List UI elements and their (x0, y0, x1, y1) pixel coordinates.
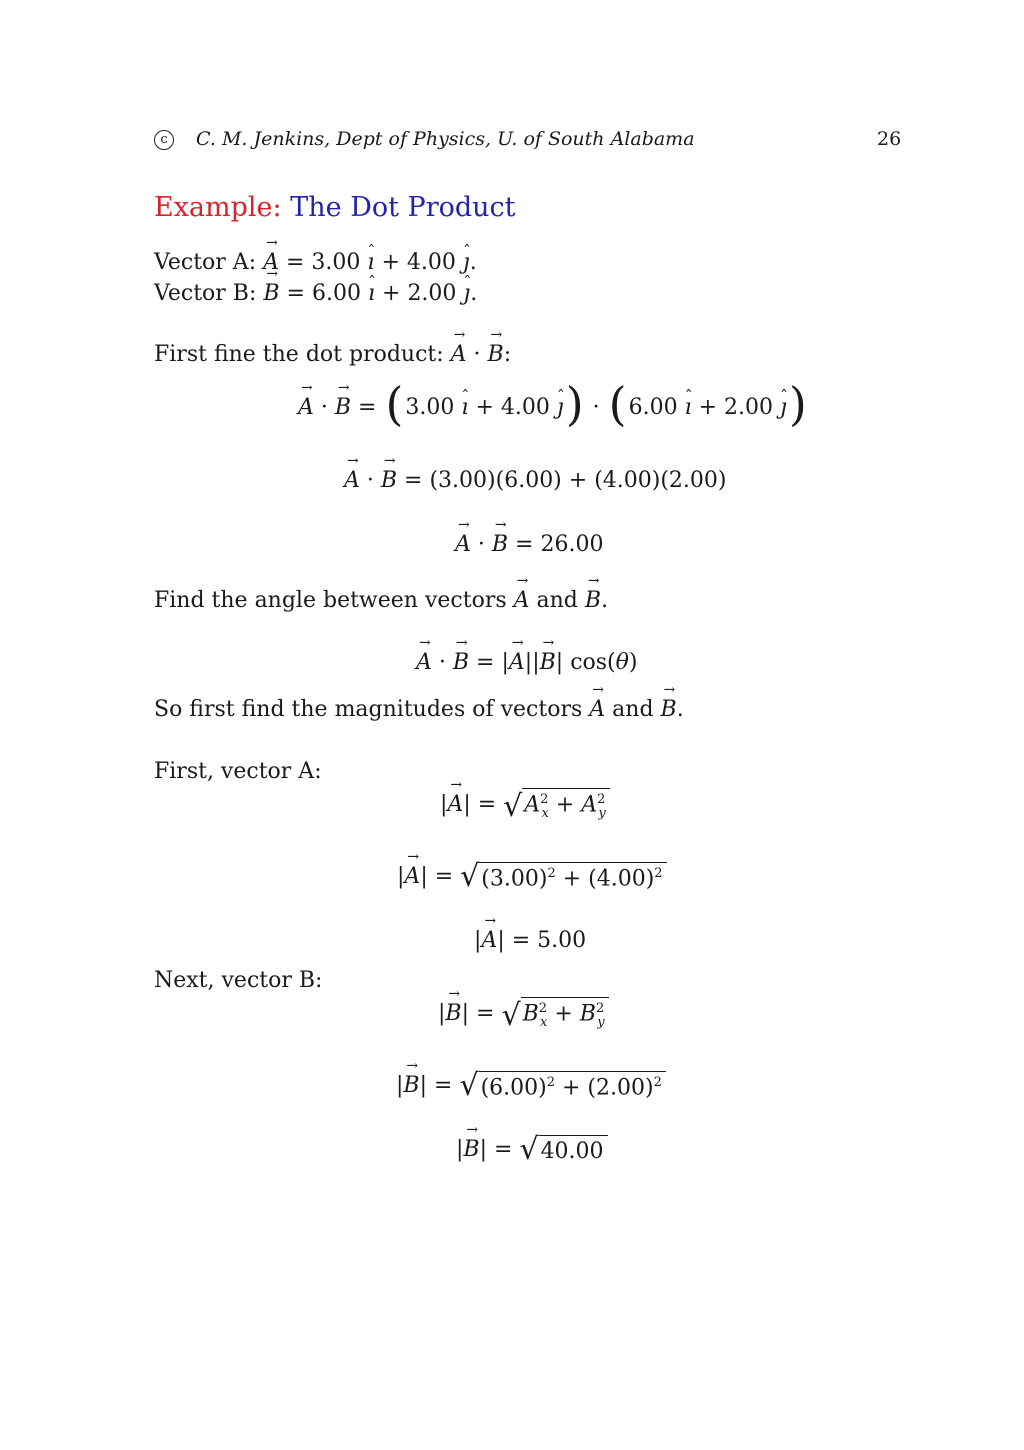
magnitude-a-formula: | → A | = √ $A^2_x + A^2_y$ (440, 788, 610, 821)
magnitude-a-result: | → A | = 5.00 (474, 928, 586, 953)
angle-intro: Find the angle between vectors → A and → B. (154, 588, 608, 613)
dot-product-intro: First fine the dot product: → A · → B: (154, 342, 511, 367)
magnitude-b-substitution: | → B | = √ $(6.00)^2 + (2.00)^2$ (396, 1071, 666, 1100)
magnitude-b-result: | → B | = √ 40.00 (456, 1135, 608, 1164)
dot-product-equation-2: → A · → B = (3.00)(6.00) + (4.00)(2.00) (344, 468, 727, 493)
dot-product-equation-1: → A · → B = ( 3.00 ˆ ı + 4.00 ˆ ȷ ) · ( 6.00 ˆ ı + 2.00 ˆ ȷ ) (298, 392, 809, 422)
author-line: C. M. Jenkins, Dept of Physics, U. of South Alabama (196, 128, 695, 150)
magnitudes-intro: So first find the magnitudes of vectors → A and → B. (154, 697, 684, 722)
magnitude-a-label: First, vector A: (154, 759, 322, 784)
dot-product-result: → A · → B = 26.00 (455, 532, 603, 557)
magnitude-a-substitution: | → A | = √ $(3.00)^2 + (4.00)^2$ (397, 862, 667, 891)
page-number: 26 (877, 128, 902, 150)
page-title (154, 192, 516, 223)
title-main: The Dot Product (290, 192, 516, 223)
vector-b-definition: Vector B: → B = 6.00 ˆ ı + 2.00 ˆ ȷ. (154, 281, 477, 306)
cosine-equation: → A · → B = | → A || → B | cos( θ ) (416, 650, 637, 675)
vector-a-definition: Vector A: → A = 3.00 ˆ ı + 4.00 ˆ ȷ. (154, 250, 477, 275)
magnitude-b-formula: | → B | = √ $B^2_x + B^2_y$ (438, 997, 609, 1030)
vector-b-i-coef: 6.00 (311, 281, 361, 306)
vector-b-label: Vector B: (154, 281, 257, 306)
vector-b-j-coef: 2.00 (407, 281, 457, 306)
copyright-symbol: c (154, 130, 174, 150)
vector-a-i-coef: 3.00 (311, 250, 361, 275)
vector-a-j-coef: 4.00 (406, 250, 456, 275)
magnitude-b-label: Next, vector B: (154, 968, 323, 993)
vector-a-label: Vector A: (154, 250, 257, 275)
title-prefix: Example: (154, 192, 282, 223)
